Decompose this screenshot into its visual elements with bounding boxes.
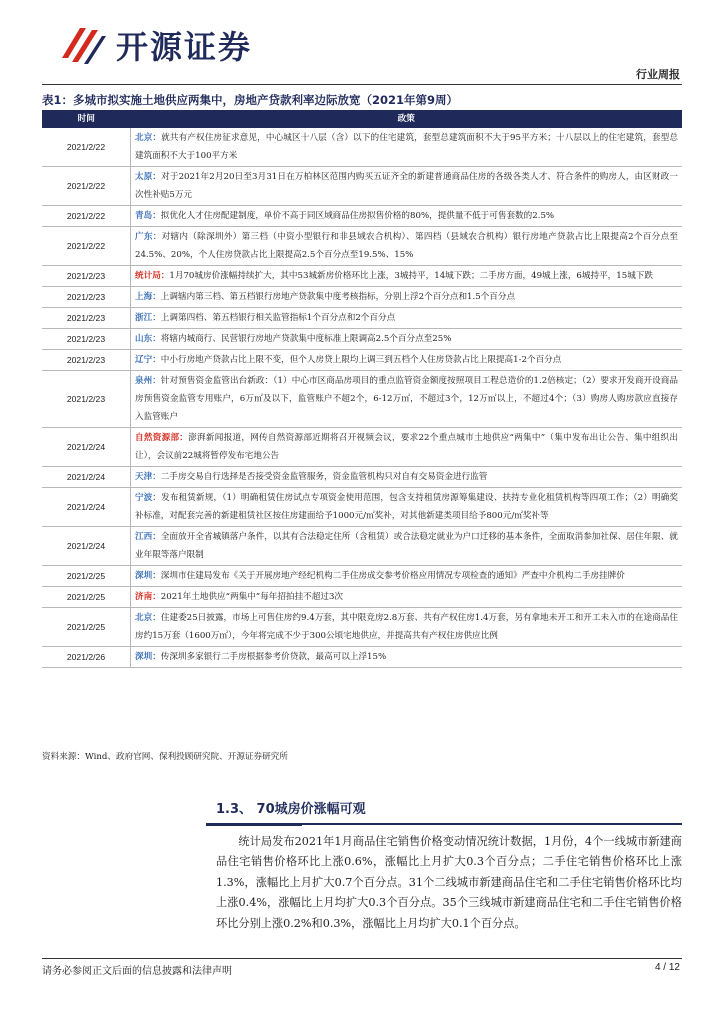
row-date: 2021/2/22 — [42, 167, 131, 206]
row-policy — [131, 608, 683, 647]
row-policy-text: 上调第四档、第五档银行相关监管指标1个百分点和2个百分点 — [160, 313, 396, 323]
logo-text: 开源证券 — [116, 28, 253, 66]
row-policy — [131, 587, 683, 608]
row-region: 江西： — [135, 532, 161, 542]
row-policy — [131, 329, 683, 350]
body-paragraph: 统计局发布2021年1月商品住宅销售价格变动情况统计数据，1月份，4个一线城市新建商品住宅销售价格环比上涨0.6%，涨幅比上月扩大0.3个百分点；二手住宅销售价格环比上涨1.3%，涨幅比上月扩大0.7个百分点。31个二线城市新建商品住宅和二手住宅销售价格环比均上涨0.4%，涨幅比上月均扩大0.3个百分点。35个三线城市新建商品住宅和二手住宅销售价格环比分别上涨0.2%和0.3%，涨幅比上月均扩大0.1个百分点。 — [216, 835, 682, 930]
table-row — [42, 266, 682, 287]
row-policy-text: 澎湃新闻报道，网传自然资源部近期将召开视频会议，要求22个重点城市土地供应“两集中”（集中发布出让公告、集中组织出让），会议前22城将暂停发布宅地公告 — [135, 433, 678, 461]
row-policy — [131, 527, 683, 566]
row-policy-text: 2021年土地供应“两集中”每年招拍挂不超过3次 — [160, 592, 344, 602]
row-policy-text: 发布租赁新规，（1）明确租赁住房试点专项资金使用范围，包含支持租赁房源筹集建设、扶持专业化租赁机构等四项工作；（2）明确奖补标准，对配套完善的新建租赁社区按住房建面给予1000元/㎡奖补，对其他新建类项目给予800元/㎡奖补等 — [135, 493, 678, 521]
row-date: 2021/2/24 — [42, 467, 131, 488]
row-policy-text: 1月70城房价涨幅持续扩大，其中53城新房价格环比上涨，3城持平，14城下跌；二手房方面，49城上涨，6城持平，15城下跌 — [169, 271, 653, 281]
row-policy — [131, 371, 683, 428]
policy-table — [42, 110, 682, 668]
table-row — [42, 287, 682, 308]
row-date: 2021/2/23 — [42, 266, 131, 287]
row-policy-text: 二手房交易自行选择是否接受资金监管服务，资金监管机构只对自有交易资金进行监管 — [160, 472, 488, 482]
row-region: 济南： — [135, 592, 161, 602]
row-date: 2021/2/23 — [42, 371, 131, 428]
table-row — [42, 128, 682, 167]
table-row — [42, 329, 682, 350]
row-date: 2021/2/25 — [42, 566, 131, 587]
row-policy — [131, 266, 683, 287]
column-header-date: 时间 — [42, 110, 131, 128]
row-date: 2021/2/25 — [42, 608, 131, 647]
row-policy — [131, 308, 683, 329]
row-policy-text: 中小行房地产贷款占比上限不变，但个人房贷上限均上调三到五档个人住房贷款占比上限提高1-2个百分点 — [160, 355, 562, 365]
row-policy-text: 对辖内（除深圳外）第三档（中资小型银行和非县域农合机构）、第四档（县域农合机构）银行房地产贷款占比上限提高2个百分点至24.5%、20%，个人住房贷款占比上限提高2.5个百分点至19.5%、15% — [135, 232, 678, 260]
row-date: 2021/2/22 — [42, 206, 131, 227]
table-source: 资料来源：Wind、政府官网、保利投顾研究院、开源证券研究所 — [42, 752, 288, 762]
column-header-policy: 政策 — [131, 110, 683, 128]
row-region: 深圳： — [135, 652, 161, 662]
row-policy — [131, 488, 683, 527]
table-row — [42, 587, 682, 608]
row-policy-text: 上调辖内第三档、第五档银行房地产贷款集中度考核指标，分别上浮2个百分点和1.5个百分点 — [160, 292, 516, 302]
row-region: 北京： — [135, 613, 161, 623]
row-policy-text: 拟优化人才住房配建制度，单价不高于同区域商品住房拟售价格的80%，提供量不低于可售套数的2.5% — [160, 211, 555, 221]
logo-mark-icon — [58, 22, 108, 68]
row-date: 2021/2/23 — [42, 350, 131, 371]
row-region: 山东： — [135, 334, 161, 344]
row-region: 辽宁： — [135, 355, 161, 365]
row-policy — [131, 350, 683, 371]
row-region: 青岛： — [135, 211, 161, 221]
table-row — [42, 527, 682, 566]
row-region: 泉州： — [135, 376, 161, 386]
table-row — [42, 227, 682, 266]
row-region: 北京： — [135, 133, 162, 143]
table-row — [42, 308, 682, 329]
table-title: 表1：多城市拟实施土地供应两集中，房地产贷款利率边际放宽（2021年第9周） — [42, 93, 459, 107]
row-policy-text: 深圳市住建局发布《关于开展房地产经纪机构二手住房成交参考价格应用情况专项检查的通知》严查中介机构二手房挂牌价 — [160, 571, 625, 581]
table-row — [42, 350, 682, 371]
row-region: 天津： — [135, 472, 161, 482]
row-region: 上海： — [135, 292, 161, 302]
row-policy — [131, 467, 683, 488]
section-title: 1.3、 70城房价涨幅可观 — [216, 802, 366, 817]
report-type: 行业周报 — [636, 68, 680, 81]
table-row — [42, 608, 682, 647]
table-row — [42, 647, 682, 668]
table-row — [42, 488, 682, 527]
row-policy-text: 对于2021年2月20日至3月31日在万柏林区范围内购买五证齐全的新建普通商品住房的各级各类人才、符合条件的购房人，由区财政一次性补贴5万元 — [135, 172, 678, 200]
table-row — [42, 167, 682, 206]
row-date: 2021/2/23 — [42, 287, 131, 308]
row-region: 统计局： — [135, 271, 170, 281]
header-divider — [42, 84, 682, 85]
row-region: 自然资源部： — [135, 433, 189, 443]
row-region: 深圳： — [135, 571, 161, 581]
table-row — [42, 428, 682, 467]
row-date: 2021/2/26 — [42, 647, 131, 668]
row-region: 浙江： — [135, 313, 161, 323]
page-number: 4 / 12 — [654, 962, 680, 973]
row-policy — [131, 167, 683, 206]
row-region: 太原： — [135, 172, 162, 182]
row-date: 2021/2/24 — [42, 527, 131, 566]
table-row — [42, 206, 682, 227]
row-date: 2021/2/23 — [42, 308, 131, 329]
logo — [58, 20, 252, 70]
row-policy — [131, 566, 683, 587]
row-date: 2021/2/24 — [42, 488, 131, 527]
row-policy — [131, 647, 683, 668]
row-policy-text: 住建委25日披露，市场上可售住房约9.4万套，其中限竞房2.8万套、共有产权住房1.4万套，另有拿地未开工和开工未入市的在途商品住房约15万套（1600万㎡），今年将完成不少于300公顷宅地供应，并提高共有产权住房供应比例 — [135, 613, 678, 641]
table-row — [42, 467, 682, 488]
row-date: 2021/2/25 — [42, 587, 131, 608]
row-policy — [131, 287, 683, 308]
row-policy — [131, 227, 683, 266]
row-policy-text: 将辖内城商行、民营银行房地产贷款集中度标准上限调高2.5个百分点至25% — [160, 334, 452, 344]
row-policy — [131, 428, 683, 467]
table-row — [42, 566, 682, 587]
row-policy-text: 就共有产权住房征求意见，中心城区十八层（含）以下的住宅建筑，套型总建筑面积不大于95平方米；十八层以上的住宅建筑，套型总建筑面积不大于100平方米 — [135, 133, 678, 161]
section-divider — [206, 823, 682, 825]
footer-disclaimer: 请务必参阅正文后面的信息披露和法律声明 — [42, 966, 232, 977]
row-date: 2021/2/24 — [42, 428, 131, 467]
row-policy-text: 全面放开全省城镇落户条件，以其有合法稳定住所（含租赁）或合法稳定就业为户口迁移的基本条件，全面取消参加社保、居住年限、就业年限等落户限制 — [135, 532, 678, 560]
footer-divider — [42, 958, 682, 959]
table-row — [42, 371, 682, 428]
row-policy — [131, 206, 683, 227]
row-date: 2021/2/23 — [42, 329, 131, 350]
row-region: 宁波： — [135, 493, 162, 503]
row-policy-text: 传深圳多家银行二手房根据参考价贷款，最高可以上浮15% — [160, 652, 387, 662]
row-region: 广东： — [135, 232, 162, 242]
row-date: 2021/2/22 — [42, 128, 131, 167]
row-policy-text: 针对预售资金监管出台新政：（1）中心市区商品房项目的重点监管资金额度按照项目工程总造价的1.2倍核定；（2）要求开发商开设商品房预售资金监管专用账户，6万㎡及以下，监管账户不超2个，6-12万㎡，不超过3个，12万㎡以上，不超过4个；（3）购房人购房款应直接存入监管账户 — [135, 376, 678, 422]
row-policy — [131, 128, 683, 167]
row-date: 2021/2/22 — [42, 227, 131, 266]
